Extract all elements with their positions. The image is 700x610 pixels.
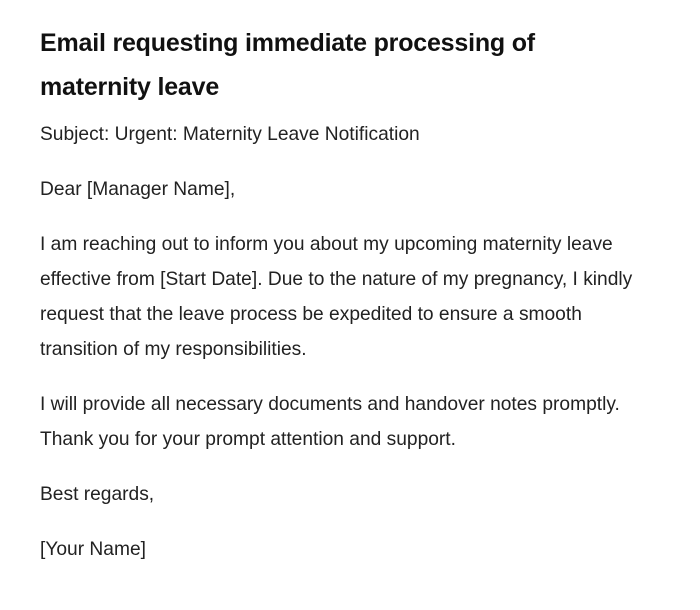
email-body-paragraph-2: I will provide all necessary documents and handover notes promptly. Thank you for your prompt attention and support. <box>40 394 620 450</box>
email-greeting: Dear [Manager Name], <box>40 179 236 200</box>
email-signature: [Your Name] <box>40 539 146 560</box>
email-body-paragraph-1: I am reaching out to inform you about my upcoming maternity leave effective from [Start Date]. Due to the nature of my pregnancy, I kindly request that the leave process be expedited to ensure a smooth transition of my responsibilities. <box>40 234 633 360</box>
email-closing: Best regards, <box>40 484 155 505</box>
document-title: Email requesting immediate processing of maternity leave <box>40 29 535 101</box>
email-subject: Subject: Urgent: Maternity Leave Notification <box>40 124 420 145</box>
